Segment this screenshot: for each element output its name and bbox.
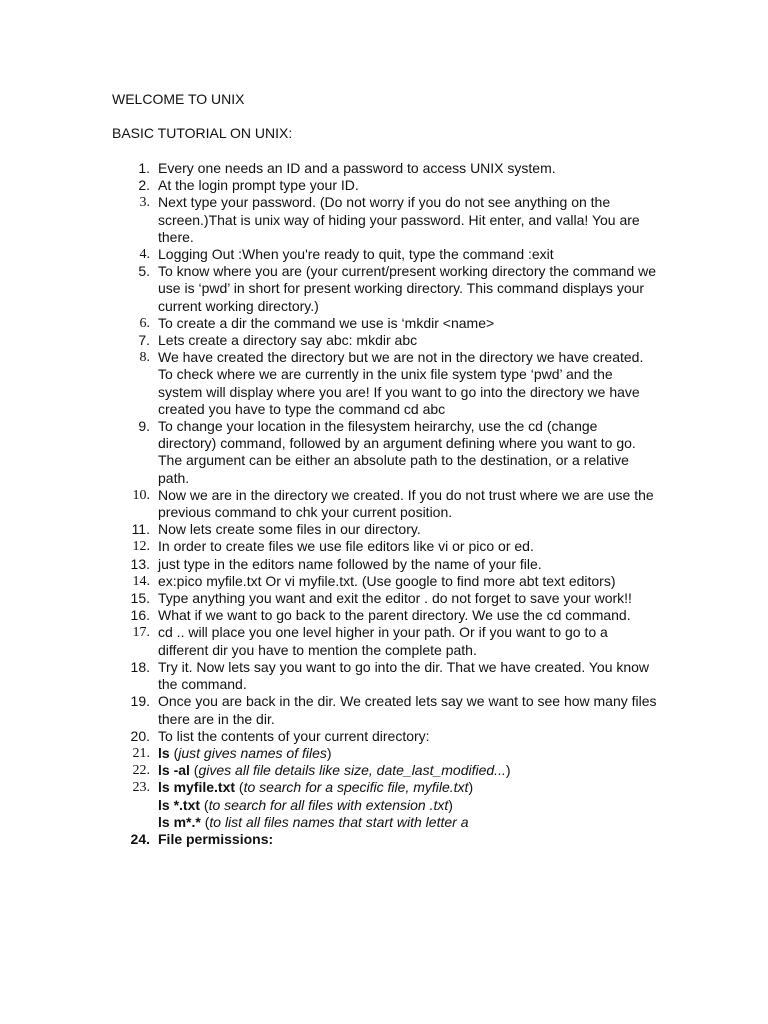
list-number: 4. <box>139 247 150 263</box>
list-item <box>0 487 658 521</box>
list-text: What if we want to go back to the parent directory. We use the cd command. <box>158 607 631 624</box>
command-description: gives all file details like size, date_last_modified... <box>198 762 506 779</box>
tutorial-list <box>0 160 768 848</box>
list-number: 11. <box>131 521 150 538</box>
command-description: to list all files names that start with letter a <box>209 813 469 830</box>
paren-open: ( <box>235 779 244 796</box>
list-number: 2. <box>138 177 150 194</box>
list-text: File permissions: <box>158 830 274 847</box>
list-text: Lets create a directory say abc: mkdir abc <box>158 332 418 349</box>
list-text: just type in the editors name followed by the name of your file. <box>158 555 542 572</box>
list-item <box>0 831 658 848</box>
list-text: Every one needs an ID and a password to access UNIX system. <box>158 160 556 176</box>
list-item <box>0 160 658 177</box>
list-text: In order to create files we use file editors like vi or pico or ed. <box>158 538 534 555</box>
list-number: 22. <box>132 763 150 779</box>
list-number: 5. <box>138 263 150 280</box>
command-name: ls <box>158 744 170 761</box>
command-description: to search for all files with extension .txt <box>208 796 449 813</box>
list-number: 13. <box>130 555 150 572</box>
list-number: 23. <box>132 780 150 796</box>
paren-open: ( <box>200 813 210 830</box>
list-item <box>0 556 658 573</box>
command-description: just gives names of files <box>178 744 327 761</box>
paren-open: ( <box>169 744 179 761</box>
list-text: At the login prompt type your ID. <box>158 177 359 194</box>
list-number: 17. <box>132 625 150 641</box>
command-item <box>0 779 658 796</box>
list-number: 15. <box>130 590 150 607</box>
paren-close: ) <box>448 796 453 813</box>
list-item <box>0 418 658 487</box>
list-text: To change your location in the filesystem heirarchy, use the cd (change directory) command, followed by an argument defining where you want to go. The argument can be either an absolute path to the destination, or a relative path. <box>158 418 636 486</box>
command-item <box>0 814 658 831</box>
list-text: To list the contents of your current directory: <box>158 727 430 744</box>
list-text: Now we are in the directory we created. If you do not trust where we are use the previous command to chk your current position. <box>158 486 654 521</box>
list-text: Try it. Now lets say you want to go into the dir. That we have created. You know the command. <box>158 658 650 693</box>
list-text: Next type your password. (Do not worry if you do not see anything on the screen.)That is unix way of hiding your password. Hit enter, and valla! You are there. <box>158 194 640 245</box>
list-item <box>0 332 658 349</box>
list-item <box>0 194 658 246</box>
command-name: ls myfile.txt <box>158 779 236 796</box>
list-text: We have created the directory but we are not in the directory we have created. To check where we are currently in the unix file system type ‘pwd’ and the system will display where you are! If you want to go into the directory we have created you have to type the command cd abc <box>158 349 644 417</box>
list-number: 1. <box>138 160 150 176</box>
list-number: 8. <box>139 350 150 366</box>
command-description: to search for a specific file, myfile.txt <box>243 779 469 796</box>
list-text: Type anything you want and exit the editor . do not forget to save your work!! <box>158 590 632 607</box>
list-number: 16. <box>130 607 150 624</box>
list-number: 6. <box>139 315 150 331</box>
command-item <box>0 745 658 762</box>
list-text: To know where you are (your current/present working directory the command we use is ‘pwd’ in short for present working directory. This command displays your current working directory.) <box>158 263 656 314</box>
list-number: 3. <box>139 195 150 211</box>
list-number: 14. <box>132 573 150 589</box>
paren-open: ( <box>189 762 199 779</box>
list-text: To create a dir the command we use is ‘mkdir <name> <box>158 314 495 331</box>
command-name: ls *.txt <box>158 796 201 813</box>
list-item <box>0 521 658 538</box>
list-number: 10. <box>132 487 150 503</box>
list-number: 21. <box>132 745 150 761</box>
tutorial-subtitle: BASIC TUTORIAL ON UNIX: <box>112 125 293 141</box>
list-item <box>0 659 658 693</box>
list-item <box>0 177 658 194</box>
command-item <box>0 797 658 814</box>
list-number: 9. <box>138 418 150 435</box>
list-number: 18. <box>130 658 150 675</box>
list-text: Now lets create some files in our directory. <box>158 521 421 538</box>
list-item <box>0 590 658 607</box>
list-number: 12. <box>132 539 150 555</box>
list-item <box>0 693 658 727</box>
list-number: 24. <box>130 830 150 847</box>
command-item <box>0 762 658 779</box>
list-item <box>0 246 658 263</box>
list-text: Once you are back in the dir. We created lets say we want to see how many files there are in the dir. <box>158 693 657 727</box>
list-text: cd .. will place you one level higher in your path. Or if you want to go to a different dir you have to mention the complete path. <box>158 624 608 658</box>
list-item <box>0 349 658 418</box>
list-text: Logging Out :When you're ready to quit, type the command :exit <box>158 246 554 263</box>
list-number: 7. <box>138 332 150 349</box>
list-item <box>0 315 658 332</box>
paren-close: ) <box>326 744 332 761</box>
list-item <box>0 624 658 658</box>
list-item <box>0 607 658 624</box>
list-item <box>0 263 658 315</box>
list-item <box>0 538 658 555</box>
command-name: ls m*.* <box>158 813 201 830</box>
paren-close: ) <box>468 779 474 796</box>
list-item <box>0 573 658 590</box>
list-number: 20. <box>130 727 150 744</box>
list-number: 19. <box>130 693 150 710</box>
command-name: ls -al <box>158 762 190 779</box>
page-title: WELCOME TO UNIX <box>112 91 245 107</box>
paren-close: ) <box>505 762 511 779</box>
paren-open: ( <box>200 796 209 813</box>
list-text: ex:pico myfile.txt Or vi myfile.txt. (Use google to find more abt text editors) <box>158 572 616 589</box>
list-item <box>0 728 658 745</box>
